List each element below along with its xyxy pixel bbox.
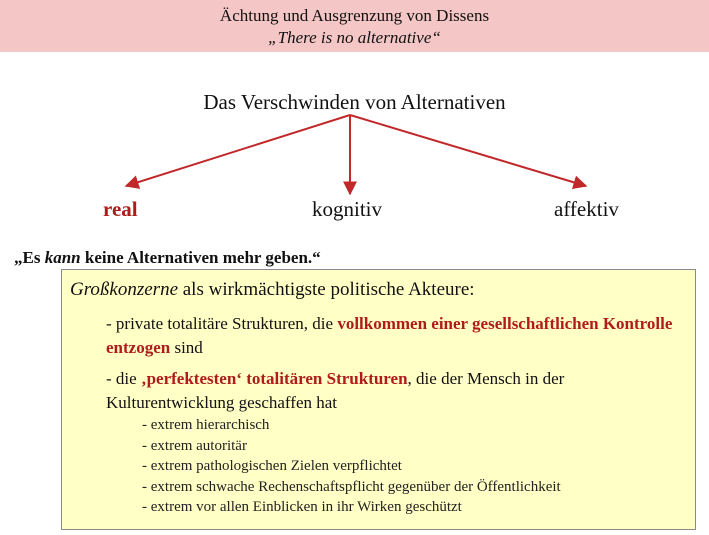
info-box xyxy=(61,269,696,530)
branch-kognitiv: kognitiv xyxy=(312,197,383,221)
point-1-prefix: - private totalitäre Strukturen, die xyxy=(106,314,338,333)
point-totalitarian-structures xyxy=(106,367,691,415)
diagram-root-label: Das Verschwinden von Alternativen xyxy=(203,90,506,114)
quote-emphasis: kann xyxy=(44,248,81,267)
header-subtitle: „There is no alternative“ xyxy=(268,28,441,47)
branch-affektiv: affektiv xyxy=(554,197,619,221)
arrow-to-affektiv xyxy=(350,115,586,186)
header-title: Ächtung und Ausgrenzung von Dissens xyxy=(219,6,490,25)
point-2-highlight: ‚perfektesten‘ totalitären Strukturen xyxy=(140,369,408,388)
point-2-prefix: - die xyxy=(106,369,141,388)
point-2-suffix: , die der Mensch in der Kulturentwicklung geschaffen hat xyxy=(106,369,565,412)
characteristics-list xyxy=(142,415,561,518)
box-title xyxy=(70,279,475,301)
point-private-structures xyxy=(106,312,691,360)
list-item: - extrem vor allen Einblicken in ihr Wirken geschützt xyxy=(142,499,462,515)
box-title-emphasis: Großkonzerne xyxy=(70,279,178,300)
quote-statement xyxy=(14,248,321,268)
point-1-highlight: vollkommen einer gesellschaftlichen Kontrolle entzogen xyxy=(106,314,673,357)
list-item: - extrem hierarchisch xyxy=(142,417,270,433)
list-item: - extrem schwache Rechenschaftspflicht gegenüber der Öffentlichkeit xyxy=(142,478,561,495)
quote-open: „Es xyxy=(14,248,45,267)
quote-rest: keine Alternativen mehr geben.“ xyxy=(80,248,321,267)
list-item: - extrem pathologischen Zielen verpflichtet xyxy=(142,458,402,474)
list-item: - extrem autoritär xyxy=(142,437,247,454)
box-title-rest: als wirkmächtigste politische Akteure: xyxy=(178,279,475,300)
branch-real: real xyxy=(103,197,138,221)
arrow-to-real xyxy=(126,115,350,186)
point-1-suffix: sind xyxy=(170,338,203,357)
